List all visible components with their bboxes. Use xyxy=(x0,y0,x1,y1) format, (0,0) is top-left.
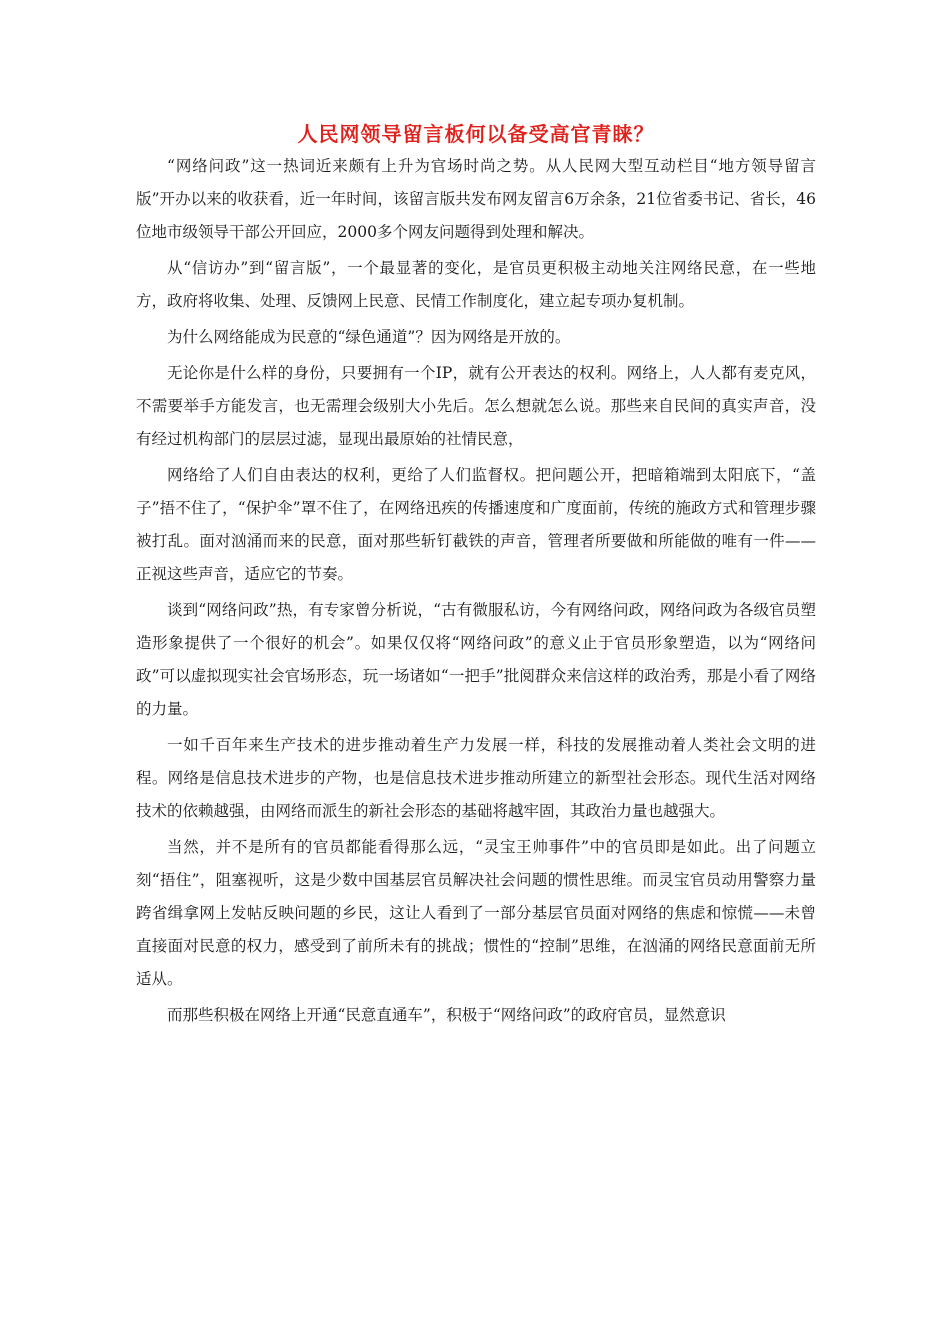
document-page xyxy=(136,118,816,1035)
paragraph-5: 网络给了人们自由表达的权利，更给了人们监督权。把问题公开，把暗箱端到太阳底下，“盖子”捂不住了，“保护伞”罩不住了，在网络迅疾的传播速度和广度面前，传统的施政方式和管理步骤被打乱。面对汹涌而来的民意，面对那些斩钉截铁的声音，管理者所要做和所能做的唯有一件——正视这些声音，适应它的节奏。 xyxy=(136,466,816,583)
paragraph-6: 谈到“网络问政”热，有专家曾分析说，“古有微服私访，今有网络问政，网络问政为各级官员塑造形象提供了一个很好的机会”。如果仅仅将“网络问政”的意义止于官员形象塑造，以为“网络问政”可以虚拟现实社会官场形态，玩一场诸如“一把手”批阅群众来信这样的政治秀，那是小看了网络的力量。 xyxy=(136,601,816,718)
paragraph-2: 从“信访办”到“留言版”，一个最显著的变化，是官员更积极主动地关注网络民意，在一些地方，政府将收集、处理、反馈网上民意、民情工作制度化，建立起专项办复机制。 xyxy=(136,259,816,310)
paragraph-9: 而那些积极在网络上开通“民意直通车”，积极于“网络问政”的政府官员，显然意识 xyxy=(167,1006,726,1024)
paragraph-4: 无论你是什么样的身份，只要拥有一个IP，就有公开表达的权利。网络上，人人都有麦克风，不需要举手方能发言，也无需理会级别大小先后。怎么想就怎么说。那些来自民间的真实声音，没有经过机构部门的层层过滤，显现出最原始的社情民意， xyxy=(136,364,816,448)
paragraph-1: “网络问政”这一热词近来颇有上升为官场时尚之势。从人民网大型互动栏目“地方领导留言版”开办以来的收获看，近一年时间，该留言版共发布网友留言6万余条，21位省委书记、省长，46位地市级领导干部公开回应，2000多个网友问题得到处理和解决。 xyxy=(136,157,816,241)
paragraph-8: 当然，并不是所有的官员都能看得那么远，“灵宝王帅事件”中的官员即是如此。出了问题立刻“捂住”，阻塞视听，这是少数中国基层官员解决社会问题的惯性思维。而灵宝官员动用警察力量跨省缉拿网上发帖反映问题的乡民，这让人看到了一部分基层官员面对网络的焦虑和惊慌——未曾直接面对民意的权力，感受到了前所未有的挑战；惯性的“控制”思维，在汹涌的网络民意面前无所适从。 xyxy=(136,838,816,988)
paragraph-3: 为什么网络能成为民意的“绿色通道”？因为网络是开放的。 xyxy=(167,328,571,346)
document-title: 人民网领导留言板何以备受高官青睐？ xyxy=(297,122,655,146)
paragraph-7: 一如千百年来生产技术的进步推动着生产力发展一样，科技的发展推动着人类社会文明的进程。网络是信息技术进步的产物，也是信息技术进步推动所建立的新型社会形态。现代生活对网络技术的依赖越强，由网络而派生的新社会形态的基础将越牢固，其政治力量也越强大。 xyxy=(136,736,816,820)
